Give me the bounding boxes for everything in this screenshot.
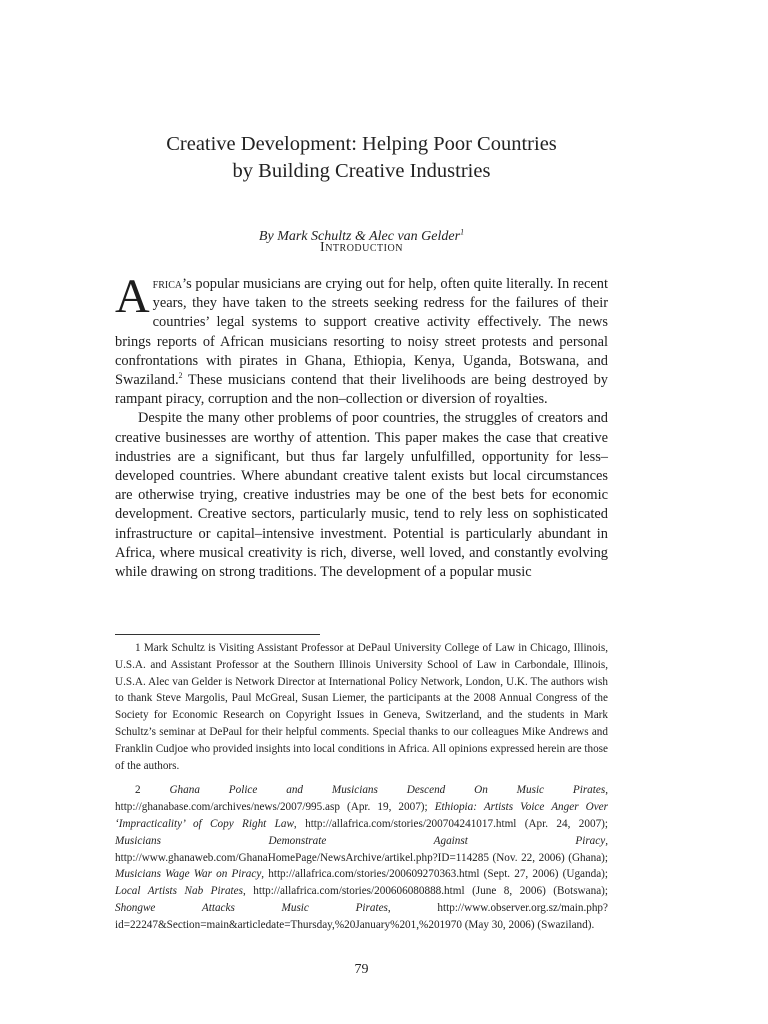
byline-text: By Mark Schultz & Alec van Gelder bbox=[258, 229, 461, 244]
footnote-2-title-4: Musicians Wage War on Piracy bbox=[115, 868, 262, 881]
footnote-2-title-6: Shongwe Attacks Music Pirates bbox=[115, 901, 388, 914]
lead-smallcaps: frica bbox=[152, 276, 183, 292]
footnote-2-text-6: , http://www.observer.org.sz/main.php?id=22247&Section=main&articledate=Thursday,%20January%201,%201970 (May 30, 2006) (Swaziland). bbox=[115, 901, 608, 931]
footnote-divider bbox=[115, 634, 320, 635]
paragraph-1 bbox=[115, 270, 608, 409]
footnote-2-text-4: , http://allafrica.com/stories/200609270363.html (Sept. 27, 2006) (Uganda); bbox=[261, 868, 608, 881]
page-number: 79 bbox=[354, 962, 369, 977]
footnote-2-text-5: , http://allafrica.com/stories/200606080888.html (June 8, 2006) (Botswana); bbox=[242, 885, 608, 898]
paragraph-1-text-b: These musicians contend that their livelihoods are being destroyed by rampant piracy, corruption and the non–collection or diversion of royalties. bbox=[115, 372, 608, 408]
footnote-2-title-5: Local Artists Nab Pirates bbox=[115, 885, 243, 898]
footnote-2-text-3: , http://www.ghanaweb.com/GhanaHomePage/NewsArchive/artikel.php?ID=114285 (Nov. 22, 2006) (Ghana); bbox=[115, 834, 608, 864]
title-line-2: by Building Creative Industries bbox=[232, 160, 491, 182]
footnote-2-title-1: Ghana Police and Musicians Descend On Music Pirates bbox=[169, 784, 606, 797]
footnote-2-text-1: , http://ghanabase.com/archives/news/2007/995.asp (Apr. 19, 2007); bbox=[115, 784, 608, 814]
footnotes bbox=[115, 640, 608, 942]
byline-footnote-marker: 1 bbox=[460, 227, 465, 237]
footnote-2-text-2: , http://allafrica.com/stories/200704241017.html (Apr. 24, 2007); bbox=[293, 817, 608, 830]
drop-cap: A bbox=[115, 270, 150, 323]
body-text bbox=[115, 270, 608, 582]
footnote-2-title-2: Ethiopia: Artists Voice Anger Over ‘Impracticality’ of Copy Right Law bbox=[115, 801, 608, 830]
title-line-1: Creative Development: Helping Poor Countries bbox=[166, 133, 557, 155]
footnote-1: 1 Mark Schultz is Visiting Assistant Professor at DePaul University College of Law in Chicago, Illinois, U.S.A. and Assistant Professor at the Southern Illinois University School of Law in Carbondale, Illinois, U.S.A. Alec van Gelder is Network Director at International Policy Network, London, U.K. The authors wish to thank Steve Margolis, Paul McGreal, Susan Liemer, the participants at the 2008 Annual Congress of the Society for Economic Research on Copyright Issues in Geneva, Switzerland, and the students in Mark Schultz’s seminar at DePaul for their helpful comments. Special thanks to our colleagues Mike Andrews and Franklin Cudjoe who provided insights into local conditions in Africa. All opinions expressed herein are those of the authors. bbox=[115, 642, 608, 772]
footnote-2 bbox=[115, 782, 608, 933]
footnote-2-title-3: Musicians Demonstrate Against Piracy bbox=[115, 834, 606, 847]
paragraph-1-text-a: ’s popular musicians are crying out for help, often quite literally. In recent years, they have taken to the streets seeking redress for the failures of their countries’ legal systems to support creative activity effectively. The news brings reports of African musicians resorting to noisy street protests and personal confrontations with pirates in Ghana, Ethiopia, Kenya, Uganda, Botswana, and Swaziland. bbox=[115, 276, 608, 389]
page-title bbox=[115, 131, 608, 185]
footnote-ref-2: 2 bbox=[178, 371, 183, 381]
footnote-2-number: 2 bbox=[135, 784, 170, 797]
section-heading: Introduction bbox=[320, 240, 403, 255]
paragraph-2: Despite the many other problems of poor countries, the struggles of creators and creative businesses are worthy of attention. This paper makes the case that creative industries are a significant, but thus far largely unfulfilled, opportunity for less–developed countries. Where abundant creative talent exists but local circumstances are otherwise trying, creative industries may be one of the best bets for economic development. Creative sectors, particularly music, tend to rely less on sophisticated infrastructure or capital–intensive investment. Potential is particularly abundant in Africa, where musical creativity is rich, diverse, well loved, and constantly evolving while drawing on strong traditions. The development of a popular music bbox=[115, 410, 608, 581]
